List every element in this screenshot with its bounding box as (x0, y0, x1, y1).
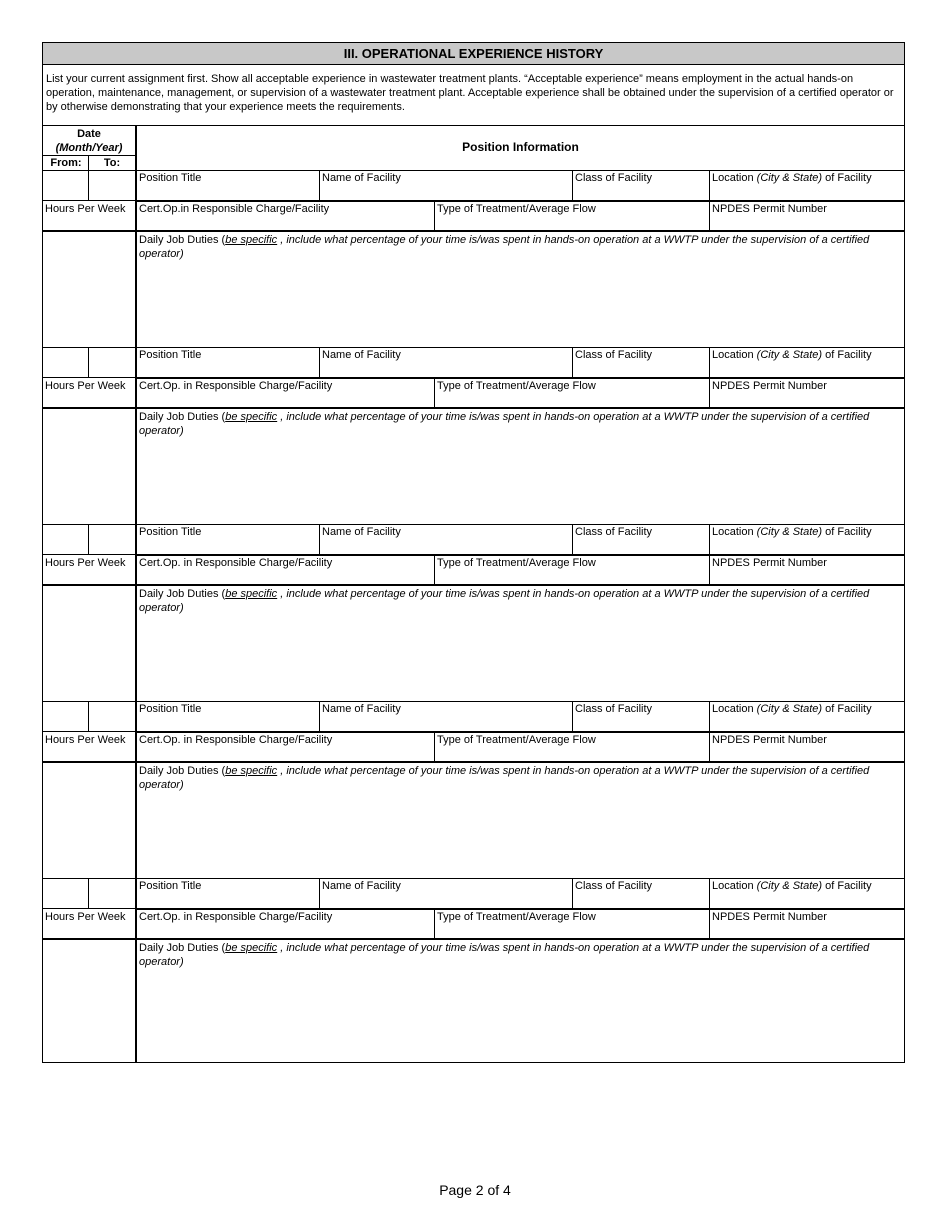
hours-per-week-field[interactable]: Hours Per Week (45, 911, 126, 923)
duties-instructions: , include what percentage of your time is/was spent in hands-on operation at a WWTP under the supervision of a certified operator) (139, 588, 870, 614)
location-city-state-label: (City & State) (756, 172, 823, 184)
facility-class-field[interactable]: Class of Facility (575, 172, 653, 184)
cert-operator-field[interactable]: Cert.Op. in Responsible Charge/Facility (139, 557, 333, 569)
from-date-field[interactable] (43, 701, 88, 731)
facility-name-field[interactable]: Name of Facility (322, 172, 401, 184)
facility-class-field[interactable]: Class of Facility (575, 880, 653, 892)
cert-operator-field[interactable]: Cert.Op. in Responsible Charge/Facility (139, 380, 333, 392)
location-label-prefix: Location (712, 703, 757, 715)
location-city-state-label: (City & State) (756, 880, 823, 892)
treatment-type-field[interactable]: Type of Treatment/Average Flow (437, 734, 596, 746)
duties-be-specific: be specific (225, 588, 278, 600)
operational-experience-form (42, 42, 905, 1063)
duties-label-prefix: Daily Job Duties ( (139, 234, 226, 246)
duties-be-specific: be specific (225, 942, 278, 954)
duties-instructions: , include what percentage of your time is/was spent in hands-on operation at a WWTP under the supervision of a certified operator) (139, 234, 870, 260)
position-title-field[interactable]: Position Title (139, 703, 202, 715)
cert-operator-field[interactable]: Cert.Op.in Responsible Charge/Facility (139, 203, 330, 215)
facility-class-field[interactable]: Class of Facility (575, 703, 653, 715)
hours-per-week-field[interactable]: Hours Per Week (45, 557, 126, 569)
daily-job-duties-field[interactable] (137, 763, 904, 878)
duties-label-prefix: Daily Job Duties ( (139, 588, 226, 600)
location-label-prefix: Location (712, 172, 757, 184)
npdes-permit-field[interactable]: NPDES Permit Number (712, 380, 827, 392)
to-label: To: (103, 157, 121, 169)
duties-be-specific: be specific (225, 234, 278, 246)
to-date-field[interactable] (89, 170, 135, 200)
duties-label-prefix: Daily Job Duties ( (139, 411, 226, 423)
from-date-field[interactable] (43, 347, 88, 377)
npdes-permit-field[interactable]: NPDES Permit Number (712, 203, 827, 215)
facility-location-field[interactable] (710, 524, 904, 554)
duties-left-blank (43, 763, 135, 878)
daily-job-duties-field[interactable] (137, 586, 904, 701)
facility-name-field[interactable]: Name of Facility (322, 349, 401, 361)
location-label-prefix: Location (712, 526, 757, 538)
duties-left-blank (43, 409, 135, 524)
treatment-type-field[interactable]: Type of Treatment/Average Flow (437, 557, 596, 569)
location-label-suffix: of Facility (822, 880, 872, 892)
npdes-permit-field[interactable]: NPDES Permit Number (712, 734, 827, 746)
facility-name-field[interactable]: Name of Facility (322, 703, 401, 715)
duties-instructions: , include what percentage of your time is/was spent in hands-on operation at a WWTP under the supervision of a certified operator) (139, 765, 870, 791)
to-date-field[interactable] (89, 878, 135, 908)
location-label-suffix: of Facility (822, 526, 872, 538)
duties-be-specific: be specific (225, 765, 278, 777)
facility-name-field[interactable]: Name of Facility (322, 526, 401, 538)
facility-location-field[interactable] (710, 878, 904, 908)
to-date-field[interactable] (89, 701, 135, 731)
npdes-permit-field[interactable]: NPDES Permit Number (712, 911, 827, 923)
position-title-field[interactable]: Position Title (139, 172, 202, 184)
duties-left-blank (43, 586, 135, 701)
facility-location-field[interactable] (710, 701, 904, 731)
hours-per-week-field[interactable]: Hours Per Week (45, 203, 126, 215)
location-city-state-label: (City & State) (756, 526, 823, 538)
page-number: Page 2 of 4 (439, 1182, 511, 1198)
location-label-suffix: of Facility (822, 349, 872, 361)
facility-location-field[interactable] (710, 347, 904, 377)
section-title: III. OPERATIONAL EXPERIENCE HISTORY (43, 43, 904, 65)
treatment-type-field[interactable]: Type of Treatment/Average Flow (437, 203, 596, 215)
position-info-heading: Position Information (462, 140, 579, 154)
hours-per-week-field[interactable]: Hours Per Week (45, 380, 126, 392)
to-date-field[interactable] (89, 524, 135, 554)
duties-instructions: , include what percentage of your time is/was spent in hands-on operation at a WWTP under the supervision of a certified operator) (139, 942, 870, 968)
date-format-label: (Month/Year) (55, 142, 123, 154)
instructions-text: List your current assignment first. Show all acceptable experience in wastewater treatment plants. “Acceptable experience” means employment in the actual hands-on operation, maintenance, management, or supervision of a wastewater treatment plant. Acceptable experience shall be obtained under the supervision of a certified operator or by otherwise demonstrating that your experience meets the requirements. (46, 73, 894, 113)
duties-instructions: , include what percentage of your time is/was spent in hands-on operation at a WWTP under the supervision of a certified operator) (139, 411, 870, 437)
location-label-suffix: of Facility (822, 703, 872, 715)
duties-label-prefix: Daily Job Duties ( (139, 765, 226, 777)
location-label-suffix: of Facility (822, 172, 872, 184)
cert-operator-field[interactable]: Cert.Op. in Responsible Charge/Facility (139, 734, 333, 746)
date-label: Date (77, 128, 101, 140)
position-title-field[interactable]: Position Title (139, 349, 202, 361)
cert-operator-field[interactable]: Cert.Op. in Responsible Charge/Facility (139, 911, 333, 923)
to-date-field[interactable] (89, 347, 135, 377)
facility-location-field[interactable] (710, 170, 904, 200)
position-title-field[interactable]: Position Title (139, 880, 202, 892)
from-date-field[interactable] (43, 170, 88, 200)
treatment-type-field[interactable]: Type of Treatment/Average Flow (437, 911, 596, 923)
location-city-state-label: (City & State) (756, 703, 823, 715)
hours-per-week-field[interactable]: Hours Per Week (45, 734, 126, 746)
from-date-field[interactable] (43, 524, 88, 554)
npdes-permit-field[interactable]: NPDES Permit Number (712, 557, 827, 569)
duties-be-specific: be specific (225, 411, 278, 423)
location-label-prefix: Location (712, 349, 757, 361)
daily-job-duties-field[interactable] (137, 232, 904, 347)
duties-left-blank (43, 940, 135, 1062)
from-date-field[interactable] (43, 878, 88, 908)
facility-name-field[interactable]: Name of Facility (322, 880, 401, 892)
location-city-state-label: (City & State) (756, 349, 823, 361)
facility-class-field[interactable]: Class of Facility (575, 349, 653, 361)
facility-class-field[interactable]: Class of Facility (575, 526, 653, 538)
daily-job-duties-field[interactable] (137, 940, 904, 1062)
position-title-field[interactable]: Position Title (139, 526, 202, 538)
daily-job-duties-field[interactable] (137, 409, 904, 524)
location-label-prefix: Location (712, 880, 757, 892)
duties-left-blank (43, 232, 135, 347)
duties-label-prefix: Daily Job Duties ( (139, 942, 226, 954)
from-label: From: (50, 157, 82, 169)
treatment-type-field[interactable]: Type of Treatment/Average Flow (437, 380, 596, 392)
